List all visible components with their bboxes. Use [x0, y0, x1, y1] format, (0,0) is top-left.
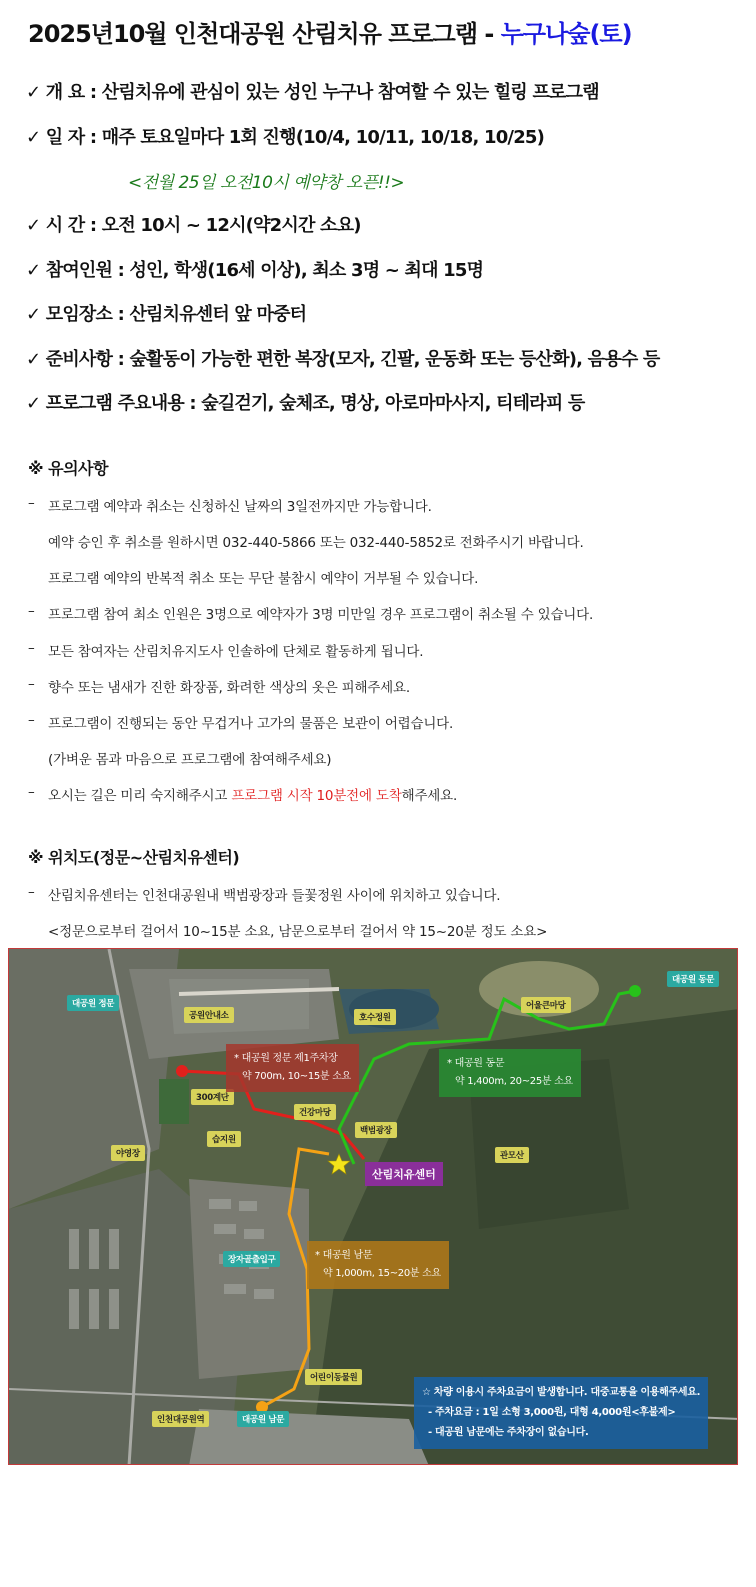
title-accent: 누구나숲(토)	[500, 20, 632, 48]
info-dates: ✓ 일 자 : 매주 토요일마다 1회 진행(10/4, 10/11, 10/18, 10/25)	[26, 127, 545, 148]
map-label-south-gate: 대공원 남문	[237, 1411, 289, 1427]
reservation-open-note: <전월 25일 오전10시 예약창 오픈!!>	[128, 173, 405, 193]
map-label-children-zoo: 어린이동물원	[305, 1369, 362, 1385]
map-label-field: 야영장	[111, 1145, 145, 1161]
bullet-dash: –	[28, 603, 35, 619]
notice-line: 예약 승인 후 취소를 원하시면 032-440-5866 또는 032-440-5852로 전화주시기 바랍니다.	[48, 535, 584, 551]
info-overview: ✓ 개 요 : 산림치유에 관심이 있는 성인 누구나 참여할 수 있는 힐링 프로그램	[26, 82, 599, 103]
bullet-dash: –	[28, 495, 35, 511]
notice-line: 프로그램이 진행되는 동안 무겁거나 고가의 물품은 보관이 어렵습니다.	[48, 716, 454, 732]
route-box-main-gate: * 대공원 정문 제1주차장 약 700m, 10~15분 소요	[226, 1044, 359, 1092]
map-label-lake-garden: 호수정원	[354, 1009, 396, 1025]
arrival-highlight: 프로그램 시작 10분전에 도착	[231, 788, 402, 804]
notice-line: 프로그램 예약의 반복적 취소 또는 무단 불참시 예약이 거부될 수 있습니다.	[48, 571, 479, 587]
location-line: <정문으로부터 걸어서 10~15분 소요, 남문으로부터 걸어서 약 15~20분 정도 소요>	[48, 924, 548, 940]
map-label-baekbeom: 백범광장	[355, 1122, 397, 1138]
bullet-dash: –	[28, 784, 35, 800]
notice-line: 향수 또는 냄새가 진한 화장품, 화려한 색상의 옷은 피해주세요.	[48, 680, 410, 696]
notice-line: 모든 참여자는 산림치유지도사 인솔하에 단체로 활동하게 됩니다.	[48, 644, 424, 660]
page-title	[28, 14, 632, 49]
notice-line-arrival: 오시는 길은 미리 숙지해주시고 프로그램 시작 10분전에 도착해주세요.	[48, 788, 458, 804]
map-label-gwanmo: 관모산	[495, 1147, 529, 1163]
location-line: 산림치유센터는 인천대공원내 백범광장과 들꽃정원 사이에 위치하고 있습니다.	[48, 888, 501, 904]
map-label-children-yard: 어울큰마당	[521, 997, 571, 1013]
bullet-dash: –	[28, 676, 35, 692]
info-preparation: ✓ 준비사항 : 숲활동이 가능한 편한 복장(모자, 긴팔, 운동화 또는 등산화), 음용수 등	[26, 349, 660, 370]
bullet-dash: –	[28, 884, 35, 900]
map-label-health-hill: 건강마당	[294, 1104, 336, 1120]
title-main: 2025년10월 인천대공원 산림치유 프로그램 -	[28, 20, 501, 48]
location-heading: ※ 위치도(정문~산림치유센터)	[28, 848, 240, 867]
bullet-dash: –	[28, 640, 35, 656]
map-label-wetland: 습지원	[207, 1131, 241, 1147]
map-label-station: 인천대공원역	[152, 1411, 209, 1427]
notice-line: 프로그램 예약과 취소는 신청하신 날짜의 3일전까지만 가능합니다.	[48, 499, 432, 515]
info-participants: ✓ 참여인원 : 성인, 학생(16세 이상), 최소 3명 ~ 최대 15명	[26, 260, 484, 281]
map-label-stairs: 300계단	[191, 1089, 234, 1105]
map-label-bike-entrance: 장자골출입구	[223, 1251, 280, 1267]
notice-line: (가벼운 몸과 마음으로 프로그램에 참여해주세요)	[48, 752, 332, 768]
parking-notice: ☆ 차량 이용시 주차요금이 발생합니다. 대중교통을 이용해주세요. - 주차요금 : 1일 소형 3,000원, 대형 4,000원<후불제> - 대공원 남문에는 주차장이 없습니다.	[414, 1377, 708, 1449]
info-time: ✓ 시 간 : 오전 10시 ~ 12시(약2시간 소요)	[26, 215, 361, 236]
map-label-forest-center: 산림치유센터	[365, 1162, 443, 1186]
info-meeting-place: ✓ 모임장소 : 산림치유센터 앞 마중터	[26, 304, 307, 325]
map-label-info-center: 공원안내소	[184, 1007, 234, 1023]
notice-line: 프로그램 참여 최소 인원은 3명으로 예약자가 3명 미만일 경우 프로그램이 취소될 수 있습니다.	[48, 607, 594, 623]
route-box-south-gate: * 대공원 남문 약 1,000m, 15~20분 소요	[307, 1241, 449, 1289]
info-program-content: ✓ 프로그램 주요내용 : 숲길걷기, 숲체조, 명상, 아로마마사지, 티테라피 등	[26, 393, 585, 414]
location-map	[8, 948, 738, 1465]
map-label-main-gate: 대공원 정문	[67, 995, 119, 1011]
notice-heading: ※ 유의사항	[28, 459, 108, 478]
bullet-dash: –	[28, 712, 35, 728]
route-box-east-gate: * 대공원 동문 약 1,400m, 20~25분 소요	[439, 1049, 581, 1097]
map-label-east-gate: 대공원 동문	[667, 971, 719, 987]
